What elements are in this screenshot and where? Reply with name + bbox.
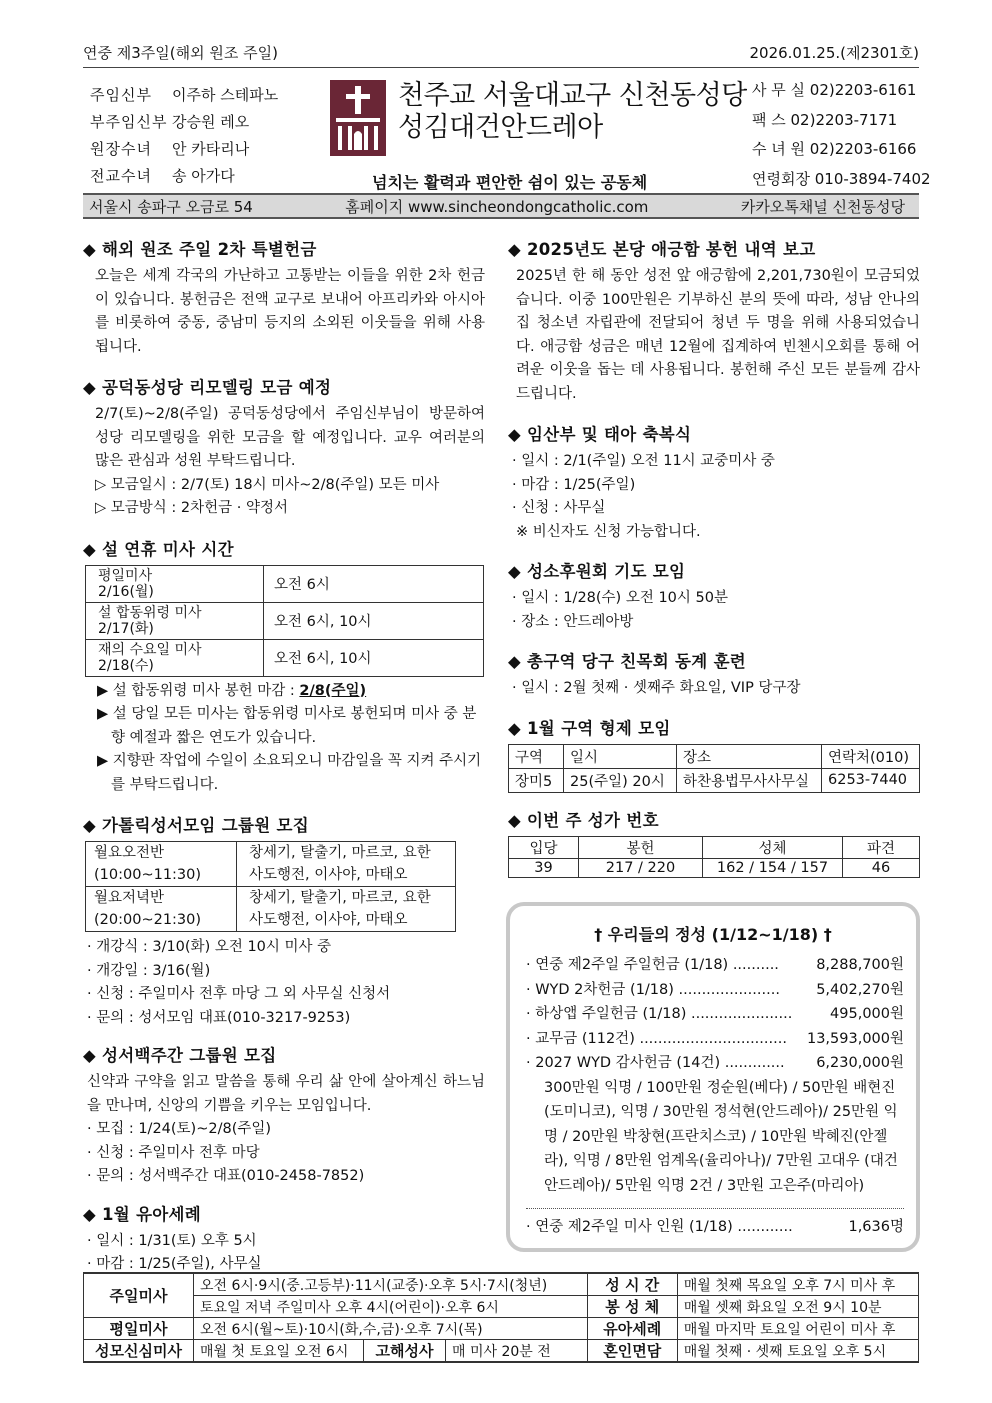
list-item: · 신청 : 주일미사 전후 마당 그 외 사무실 신청서 [87, 986, 391, 1002]
district-meeting-table [508, 744, 920, 793]
table-row: 설 합동위령 미사 2/17(화) 오전 6시, 10시 [86, 602, 484, 639]
section-title: ◆ 공덕동성당 리모델링 모금 예정 [83, 378, 332, 397]
offering-item: · 2027 WYD 감사헌금 (14건) ............. 6,230,000원 [526, 1055, 904, 1071]
table-row: 평일미사 오전 6시(월~토)·10시(화,수,금)·오후 7시(목) 유아세례 매월 마지막 토요일 어린이 미사 후 [84, 1318, 919, 1340]
table-row: 재의 수요일 미사 2/18(수) 오전 6시, 10시 [86, 639, 484, 676]
table-row: 평일미사 2/16(월) 오전 6시 [86, 565, 484, 602]
convent-phone: 수 녀 원 02)2203-6166 [752, 140, 917, 158]
list-item: · 신청 : 주일미사 전후 마당 [87, 1144, 260, 1161]
diamond-icon: ◆ [508, 652, 521, 671]
hymn-table [508, 836, 920, 878]
section-body: 2/7(토)~2/8(주일) 공덕동성당에서 주임신부님이 방문하여 성당 리모델링을 위한 모금을 할 예정입니다. 교우 여러분의 많은 관심과 성원 부탁드립니다. [95, 406, 485, 469]
diamond-icon: ◆ [83, 378, 96, 397]
section-body: 2025년 한 해 동안 성전 앞 애긍함에 2,201,730원이 모금되었습니다. 이중 100만원은 기부하신 분의 뜻에 따라, 성남 안나의 집 청소년 자립관에 전달되어 청년 두 명을 위해 사용되었습니다. 애긍함 성금은 매년 12월에 집계하여 빈첸시오회를 통해 어려운 이웃을 돕는 데 사용됩니다. 봉헌해 주신 모든 분들께 감사드립니다. [516, 268, 920, 402]
address-bar [83, 193, 919, 219]
list-item: ▶ 지향판 작업에 수일이 소요되오니 마감일을 꼭 지켜 주시기를 부탁드립니다. [97, 753, 482, 793]
list-item: · 장소 : 안드레아방 [512, 613, 634, 630]
section-title: ◆ 임산부 및 태아 축복식 [508, 425, 692, 444]
bible-group-table [85, 841, 456, 932]
diamond-icon: ◆ [83, 1204, 96, 1224]
offering-title: † 우리들의 정성 (1/12~1/18) † [594, 925, 832, 944]
list-item: ▷ 모금방식 : 2차헌금 · 약정서 [95, 500, 288, 516]
table-row: 장미5 25(주일) 20시 하찬용법무사사무실 6253-7440 [509, 768, 920, 792]
list-item: ※ 비신자도 신청 가능합니다. [516, 523, 701, 540]
section-title: ◆ 2025년도 본당 애긍함 봉헌 내역 보고 [508, 240, 816, 259]
attendance: · 연중 제2주일 미사 인원 (1/18) ............ 1,636명 [526, 1219, 904, 1235]
section-title: ◆ 이번 주 성가 번호 [508, 810, 659, 830]
staff-row: 주임신부 이주하 스테파노 [90, 86, 279, 104]
section-body: 오늘은 세계 각국의 가난하고 고통받는 이들을 위한 2차 헌금이 있습니다. 봉헌금은 전액 교구로 보내어 아프리카와 아시아를 비롯하여 중동, 중남미 등지의 소외된 이웃들을 위해 사용됩니다. [95, 268, 485, 355]
list-item: · 일시 : 1/28(수) 오전 10시 50분 [512, 590, 728, 606]
list-item: · 일시 : 1/31(토) 오후 5시 [87, 1232, 257, 1249]
table-row: 성모신심미사 매월 첫 토요일 오전 6시 고해성사 매 미사 20분 전 혼인면담 매월 첫째 · 셋째 토요일 오후 5시 [84, 1340, 919, 1363]
offering-item: · WYD 2차헌금 (1/18) ...................... 5,402,270원 [526, 981, 904, 998]
homepage-link[interactable]: 홈페이지 www.sincheondongcatholic.com [345, 197, 649, 216]
list-item: · 문의 : 성서백주간 대표(010-2458-7852) [87, 1168, 365, 1184]
staff-row: 전교수녀 송 아가다 [90, 167, 235, 185]
list-item: ▶ 설 합동위령 미사 봉헌 마감 : 2/8(주일) [97, 682, 367, 699]
list-item: · 일시 : 2/1(주일) 오전 11시 교중미사 중 [512, 453, 775, 469]
offering-item: · 연중 제2주일 주일헌금 (1/18) .......... 8,288,700원 [526, 957, 904, 973]
list-item: · 마감 : 1/25(주일) [512, 476, 636, 493]
table-row: 39 217 / 220 162 / 154 / 157 46 [509, 858, 920, 877]
section-title: ◆ 해외 원조 주일 2차 특별헌금 [83, 240, 317, 259]
fax: 팩 스 02)2203-7171 [752, 110, 898, 129]
table-header-row: 구역 일시 장소 연락처(010) [509, 744, 920, 768]
diamond-icon: ◆ [508, 562, 521, 581]
list-item: · 문의 : 성서모임 대표(010-3217-9253) [87, 1009, 351, 1026]
church-name-line2: 성김대건안드레아 [398, 112, 603, 143]
list-item: · 일시 : 2월 첫째 · 셋째주 화요일, VIP 당구장 [512, 680, 801, 696]
list-item: · 신청 : 사무실 [512, 500, 606, 516]
diamond-icon: ◆ [83, 240, 96, 259]
diamond-icon: ◆ [508, 240, 521, 259]
table-header-row: 입당 봉헌 성체 파견 [509, 836, 920, 858]
table-row: 월요오전반 (10:00~11:30) 창세기, 탈출기, 마르코, 요한 사도행전, 이사야, 마태오 [86, 842, 456, 887]
left-column [83, 236, 485, 1277]
table-row: 토요일 저녁 주일미사 오후 4시(어린이)·오후 6시 봉 성 체 매월 셋째 화요일 오전 9시 10분 [84, 1296, 919, 1318]
section-title: ◆ 성서백주간 그룹원 모집 [83, 1046, 277, 1065]
diamond-icon: ◆ [508, 810, 521, 830]
section-title: ◆ 성소후원회 기도 모임 [508, 562, 686, 581]
list-item: · 모집 : 1/24(토)~2/8(주일) [87, 1121, 272, 1137]
section-title: ◆ 총구역 당구 친목회 동계 훈련 [508, 652, 747, 671]
section-title: ◆ 1월 유아세례 [83, 1204, 202, 1224]
church-name-line1: 천주교 서울대교구 신천동성당 [398, 80, 747, 111]
liturgical-day: 연중 제3주일(해외 원조 주일) [83, 44, 278, 62]
section-title: ◆ 가톨릭성서모임 그룹원 모집 [83, 816, 309, 835]
section-body: 신약과 구약을 읽고 말씀을 통해 우리 삶 안에 살아계신 하느님을 만나며, 신앙의 기쁨을 키우는 모임입니다. [87, 1074, 485, 1114]
section-title: ◆ 1월 구역 형제 모임 [508, 718, 671, 738]
dotted-divider [526, 1208, 904, 1209]
office-phone: 사 무 실 02)2203-6161 [752, 81, 917, 99]
diamond-icon: ◆ [83, 539, 96, 559]
staff-row: 부주임신부 강승원 레오 [90, 113, 250, 131]
section-title: ◆ 설 연휴 미사 시간 [83, 539, 234, 559]
diamond-icon: ◆ [508, 425, 521, 444]
diamond-icon: ◆ [508, 718, 521, 738]
funeral-phone: 연령회장 010-3894-7402 [752, 169, 931, 188]
table-row: 주일미사 오전 6시·9시(중.고등부)·11시(교중)·오후 5시·7시(청년) 성 시 간 매월 첫째 목요일 오후 7시 미사 후 [84, 1273, 919, 1296]
list-item: · 개강식 : 3/10(화) 오전 10시 미사 중 [87, 939, 332, 955]
donor-list: 300만원 익명 / 100만원 정순원(베다) / 50만원 배현진(도미니코), 익명 / 30만원 정석현(안드레아)/ 25만원 익명 / 20만원 박창현(프란치스코) / 10만원 박혜진(안젤라), 익명 / 8만원 엄계옥(율리아나)/ 7만원 고대우 (대건안드레아)/ 5만원 익명 2건 / 3만원 고은주(마리아) [544, 1079, 898, 1194]
list-item: · 마감 : 1/25(주일), 사무실 [87, 1256, 262, 1272]
diamond-icon: ◆ [83, 1046, 96, 1065]
table-row: 월요저녁반 (20:00~21:30) 창세기, 탈출기, 마르코, 요한 사도행전, 이사야, 마태오 [86, 887, 456, 932]
mass-schedule-table [83, 1272, 919, 1363]
right-column [508, 236, 920, 878]
contact-list [752, 76, 931, 194]
motto: 넘치는 활력과 편안한 쉼이 있는 공동체 [372, 173, 648, 192]
issue-date: 2026.01.25.(제2301호) [749, 44, 919, 62]
offering-item: · 교무금 (112건) ................................ 13,593,000원 [526, 1030, 904, 1047]
list-item: ▶ 설 당일 모든 미사는 합동위령 미사로 봉헌되며 미사 중 분향 예절과 짧은 연도가 있습니다. [97, 706, 477, 746]
address: 서울시 송파구 오금로 54 [89, 197, 253, 216]
staff-list [90, 82, 278, 190]
offering-item: · 하상앱 주일헌금 (1/18) ...................... 495,000원 [526, 1006, 904, 1022]
diamond-icon: ◆ [83, 816, 96, 835]
list-item: ▷ 모금일시 : 2/7(토) 18시 미사~2/8(주일) 모든 미사 [95, 476, 440, 493]
top-line [83, 40, 919, 68]
church-logo [330, 80, 386, 156]
kakao-channel: 카카오톡채널 신천동성당 [740, 197, 905, 216]
holiday-mass-table [85, 565, 484, 677]
church-logo-icon [330, 80, 386, 156]
offering-box [506, 902, 920, 1252]
staff-row: 원장수녀 안 카타리나 [90, 140, 250, 158]
church-name [398, 80, 747, 144]
list-item: · 개강일 : 3/16(월) [87, 962, 211, 979]
